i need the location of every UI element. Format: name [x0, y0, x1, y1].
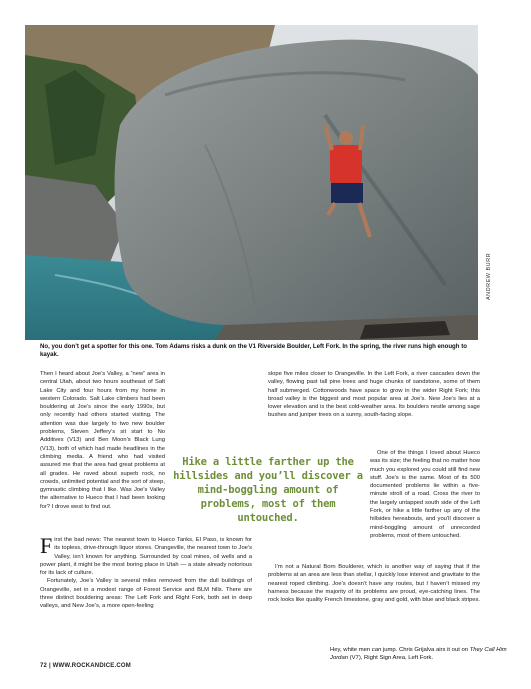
inset-photo-caption — [330, 646, 510, 663]
photo-caption: No, you don’t get a spotter for this one. Tom Adams risks a dunk on the V1 Riverside Boulder, Left Fork. In the spring, the river runs high enough to kayak. — [40, 343, 467, 359]
paragraph-text: irst the bad news: The nearest town to Hueco Tanks, El Paso, is known for its topless, drive-through liquor stores. Orangeville, the nearest town to Joe’s Valley, isn’t known for anything. Surrounded by coal mines, oil wells and a power plant, it might be the most boring place in Utah — a state already notorious for its lack of culture. — [40, 537, 252, 577]
route-name: They Call Him Jordan — [330, 647, 507, 662]
page-footer: 72 | WWW.ROCKANDICE.COM — [40, 663, 131, 669]
paragraph: slope five miles closer to Orangeville. In the Left Fork, a river cascades down the valley, flowing past tall pine trees and huge chunks of sandstone, some of them half submerged. Cottonwoods have space to grow in the wider Right Fork; this broad valley is the biggest and most popular area at Joe’s. New Joe’s lies at a lower elevation and is the best cold-weather area. Its boulders nestle among sage bushes and juniper trees on a sunny, south-facing slope. — [268, 371, 480, 419]
column-left-bottom — [40, 533, 252, 611]
column-right-bottom — [268, 563, 480, 604]
caption-part: (V7), Right Sign Area, Left Fork. — [348, 655, 434, 662]
paragraph: I’m not a Natural Born Boulderer, which is another way of saying that if the problems at an area are less than stellar, I quickly lose interest and gravitate to the nearest roped climbing. Joe’s doesn’t have any routes, but I haven’t missed my harness because the majority of its problems are proud, eye-catching lines. The rock looks like quality French limestone, gray and gold, with blue and black stripes. — [268, 564, 481, 604]
photo-credit: ANDREW BURR — [486, 252, 492, 300]
column-left-top — [40, 370, 165, 511]
paragraph: One of the things I loved about Hueco was its size; the feeling that no matter how much you explored you could still find new stuff. Joe’s is the same. Most of its 500 documented problems lie within a five-minute stroll of a road. Cross the river to the largely untapped south side of the Left Fork, or hike a little farther up any of the hillsides hereabouts, and you’ll discover a mind-boggling amount of unrecorded problems, most of them untouched. — [370, 450, 480, 539]
boulder-photo — [25, 25, 478, 340]
climber-shirt — [330, 145, 362, 185]
hero-photo — [25, 25, 478, 340]
paragraph — [40, 533, 252, 577]
paragraph: Fortunately, Joe’s Valley is several miles removed from the dull buildings of Orangeville, set in a modest range of Forest Service and BLM hills. There are three distinct bouldering areas: The Left Fork and Right Fork, both set in deep valleys, and New Joe’s, a more open-feeling — [40, 578, 252, 610]
column-right-mid — [370, 449, 480, 540]
climber-head — [339, 131, 353, 145]
caption-italic: can — [371, 647, 382, 653]
pull-quote: Hike a little farther up the hillsides and you’ll discover a mind-boggling amount of problems, most of them untouched. — [173, 456, 363, 524]
paragraph: Then I heard about Joe’s Valley, a “new” area in central Utah, about two hours southeast of Salt Lake City and four hours from my home in western Colorado. Salt Lake climbers had been bouldering at Joe’s since the early 1990s, but only recently had others started visiting. The attention was due largely to two new boulder problems, Steven Jeffery’s sit start to No Additives (V13) and Ben Moon’s Black Lung (V13), both of which had made headlines in the climbing media. A friend who had visited assured me that the area had great problems at all grades. He raved about superb rock, no crowds, unlimited potential and the sort of steep, gymnastic climbing that I like. Was Joe’s Valley the alternative to Hueco that I had been looking for? I drove west to find out. — [40, 371, 165, 510]
column-right-top — [268, 370, 480, 420]
caption-part: Hey, white men — [330, 647, 372, 653]
caption-part: jump. Chris Grijalva airs it out on — [381, 647, 470, 653]
drop-cap: F — [40, 533, 53, 558]
